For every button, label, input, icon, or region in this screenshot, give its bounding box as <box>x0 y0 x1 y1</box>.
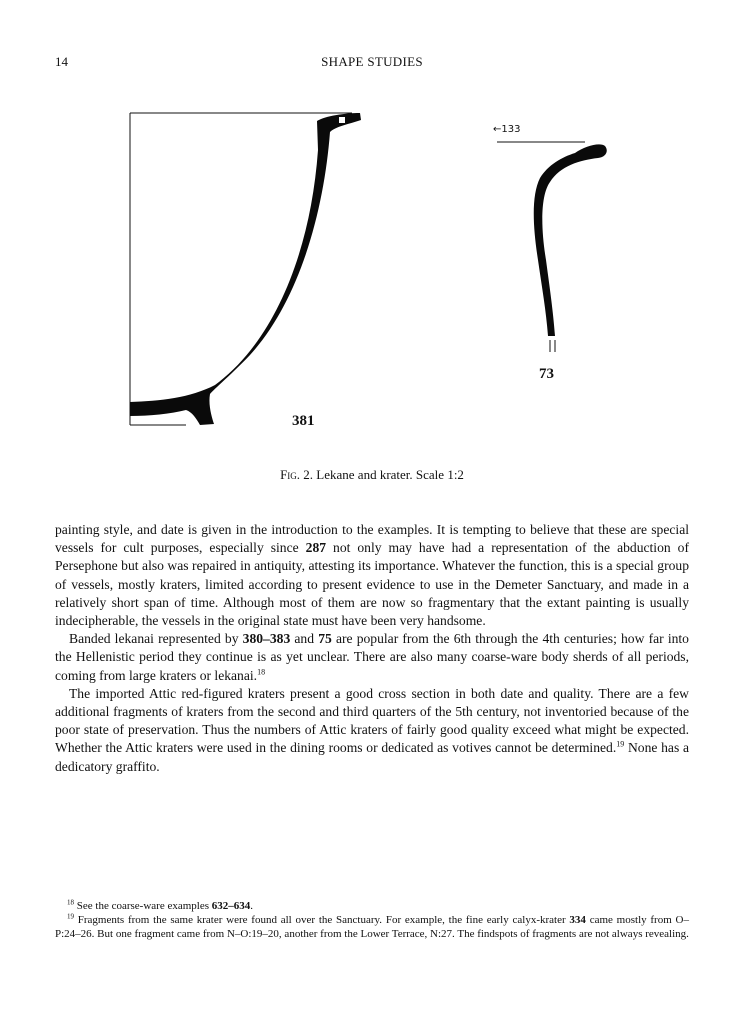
catalog-ref: 334 <box>569 914 586 926</box>
text-run: See the coarse-ware examples <box>74 900 212 912</box>
text-run: came mostly from O–P:24–26. But one fragment came from N–O:19–20, another from the Lower Terrace, N:27. The findspots of fragments are not always revealing. <box>55 914 689 940</box>
footnotes <box>55 899 689 941</box>
page-number: 14 <box>55 54 68 69</box>
text-run: not only may have had a representation of the abduction of Persephone but also was repaired in antiquity, attesting its importance. Whatever the function, this is a special group of vessels, mostly kraters, limited according to present evidence to use in the Demeter Sanctuary, and made in a relatively short span of time. Although most of them are now so fragmentary that the extant painting is usually indecipherable, the vessels in the original state must have been very handsome. <box>55 540 689 629</box>
caption-text: Lekane and krater. Scale 1:2 <box>316 467 464 482</box>
catalog-ref: 632–634 <box>211 900 251 912</box>
catalog-ref: 75 <box>318 631 332 647</box>
footnote-19 <box>55 913 689 941</box>
catalog-ref: 287 <box>305 540 327 556</box>
paragraph-3 <box>55 685 689 776</box>
text-run: Fragments from the same krater were found all over the Sanctuary. For example, the fine early calyx-krater <box>74 914 570 926</box>
footnote-ref: 19 <box>616 739 625 749</box>
footnote-ref: 18 <box>257 667 266 677</box>
lekane-catalog-number: 381 <box>292 413 315 429</box>
caption-prefix: Fig. 2. <box>280 467 314 482</box>
krater-wall-section <box>534 144 607 336</box>
text-run: painting style, and date is given in the introduction to the examples. It is tempting to believe that these are special vessels for cult purposes, especially since <box>55 522 689 556</box>
running-head: SHAPE STUDIES <box>321 54 423 69</box>
lekane-rim-break <box>339 117 345 123</box>
text-run: None has a dedicatory graffito. <box>55 740 690 774</box>
paragraph-1 <box>55 521 689 630</box>
footnote-18 <box>55 899 689 913</box>
figure-caption <box>0 467 744 483</box>
text-run: are popular from the 6th through the 4th centuries; how far into the Hellenistic period they continue is as yet unclear. There are also many coarse-ware body sherds of all periods, coming from large kraters or lekanai. <box>55 631 689 683</box>
text-run: Banded lekanai represented by <box>69 631 243 647</box>
footnote-number: 19 <box>67 912 74 921</box>
lekane-wall-section <box>130 113 361 425</box>
catalog-ref: 380–383 <box>242 631 291 647</box>
krater-73-profile <box>497 142 607 352</box>
text-run: The imported Attic red-figured kraters present a good cross section in both date and quality. There are a few additional fragments of kraters from the second and third quarters of the 5th century, not inventoried because of the poor state of preservation. Thus the numbers of Attic kraters of fairly good quality exceed what might be expected. Whether the Attic kraters were used in the dining rooms or dedicated as votives cannot be determined. <box>55 685 689 756</box>
text-run: . <box>250 900 253 912</box>
krater-reference-arrow: ←133 <box>493 124 521 135</box>
paragraph-2 <box>55 630 689 685</box>
text-run: and <box>290 631 319 647</box>
body-text <box>55 521 689 776</box>
footnote-number: 18 <box>67 898 74 907</box>
krater-catalog-number: 73 <box>539 366 554 382</box>
